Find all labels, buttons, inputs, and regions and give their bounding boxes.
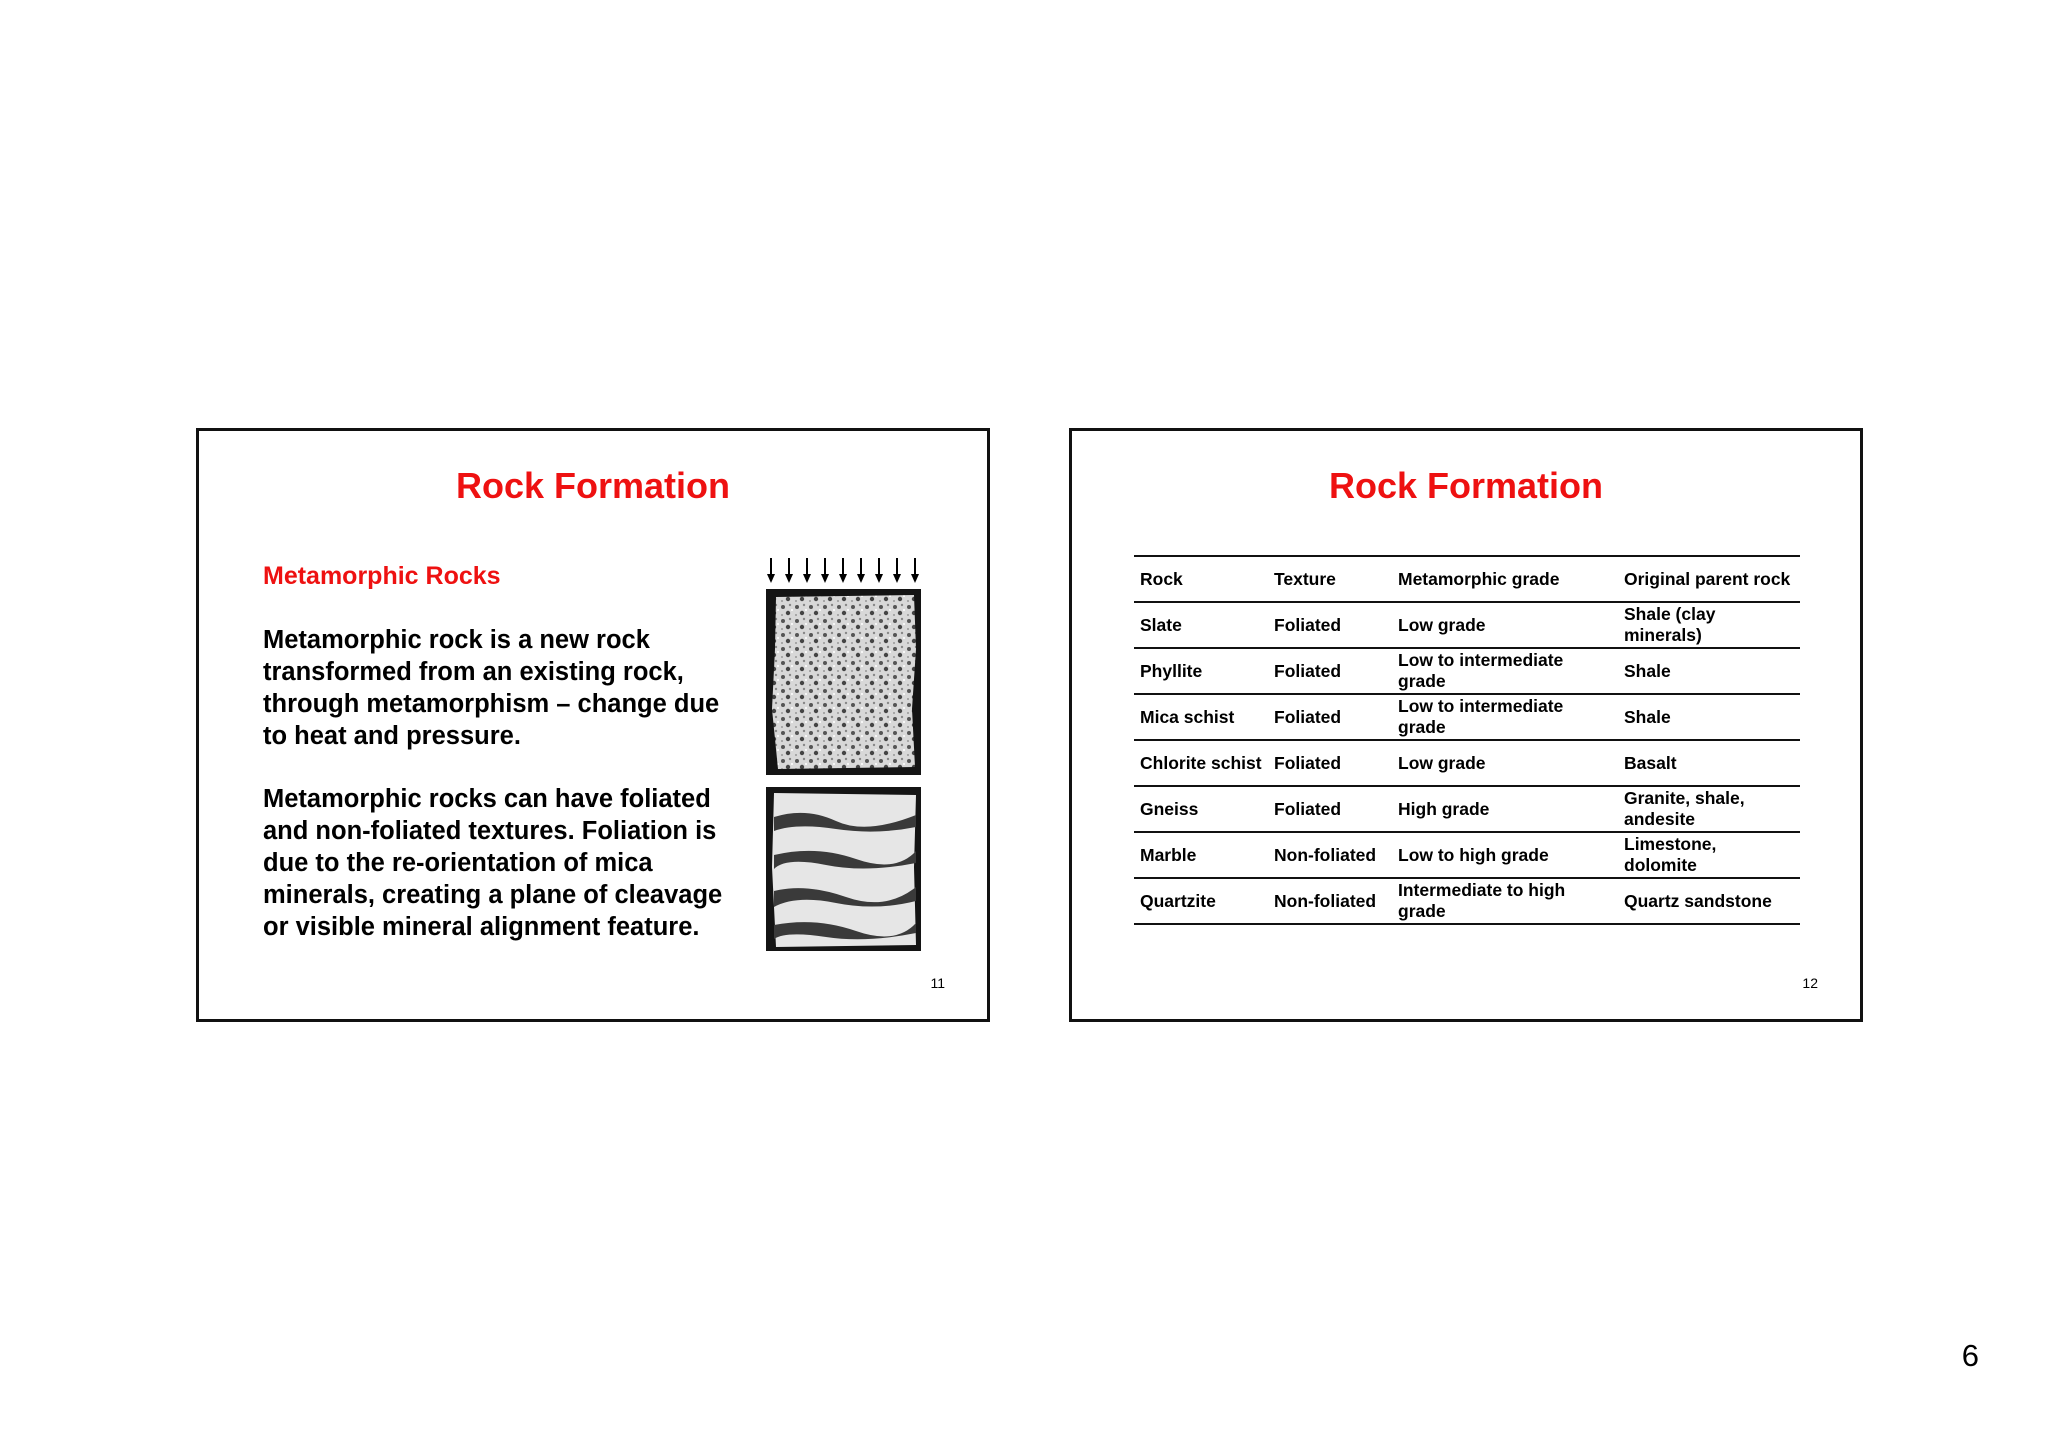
table-cell: Quartz sandstone: [1618, 878, 1800, 924]
slide-12-title: Rock Formation: [1328, 465, 1604, 506]
table-header-cell: Texture: [1268, 556, 1392, 602]
table-row: [1134, 832, 1800, 878]
table-cell: Foliated: [1268, 786, 1392, 832]
table-cell: Low to high grade: [1392, 832, 1618, 878]
table-cell: Foliated: [1268, 648, 1392, 694]
table-row: [1134, 602, 1800, 648]
table-row: [1134, 878, 1800, 924]
slide-12: [1069, 428, 1863, 1022]
table-cell: Low to intermediate grade: [1392, 694, 1618, 740]
table-cell: Quartzite: [1134, 878, 1268, 924]
table-row: [1134, 648, 1800, 694]
table-cell: Non-foliated: [1268, 878, 1392, 924]
slide-12-number: 12: [1802, 975, 1818, 991]
table-cell: Granite, shale, andesite: [1618, 786, 1800, 832]
table-row: [1134, 694, 1800, 740]
table-cell: High grade: [1392, 786, 1618, 832]
slide-11-paragraph-1: Metamorphic rock is a new rock transformed from an existing rock, through metamorphism – change due to heat and pressure.: [263, 626, 720, 750]
table-row: [1134, 786, 1800, 832]
gneiss-rock-photo: [766, 787, 921, 951]
slide-11-title: Rock Formation: [455, 465, 731, 506]
table-cell: Marble: [1134, 832, 1268, 878]
table-cell: Mica schist: [1134, 694, 1268, 740]
table-cell: Foliated: [1268, 602, 1392, 648]
slide-11-subtitle: Metamorphic Rocks: [263, 562, 501, 590]
table-row: [1134, 740, 1800, 786]
granite-rock-photo: [766, 589, 921, 775]
table-cell: Shale (clay minerals): [1618, 602, 1800, 648]
table-cell: Foliated: [1268, 694, 1392, 740]
table-header-cell: Rock: [1134, 556, 1268, 602]
table-cell: Low to intermediate grade: [1392, 648, 1618, 694]
table-cell: Low grade: [1392, 740, 1618, 786]
slide-11-number: 11: [930, 975, 945, 991]
table-cell: Limestone, dolomite: [1618, 832, 1800, 878]
table-cell: Shale: [1618, 648, 1800, 694]
table-cell: Chlorite schist: [1134, 740, 1268, 786]
table-header-cell: Original parent rock: [1618, 556, 1800, 602]
table-cell: Low grade: [1392, 602, 1618, 648]
slide-11: [196, 428, 990, 1022]
table-header-row: [1134, 556, 1800, 602]
table-cell: Gneiss: [1134, 786, 1268, 832]
table-cell: Slate: [1134, 602, 1268, 648]
table-cell: Basalt: [1618, 740, 1800, 786]
page-number: 6: [1961, 1338, 1979, 1373]
table-cell: Phyllite: [1134, 648, 1268, 694]
table-cell: Intermediate to high grade: [1392, 878, 1618, 924]
table-cell: Foliated: [1268, 740, 1392, 786]
table-cell: Shale: [1618, 694, 1800, 740]
pressure-arrows-icon: [766, 558, 921, 584]
metamorphic-rocks-table: [1134, 555, 1800, 925]
slide-11-paragraph-2: Metamorphic rocks can have foliated and non-foliated textures. Foliation is due to the re-orientation of mica minerals, creating a plane of cleavage or visible mineral alignment feature.: [263, 785, 723, 941]
table-header-cell: Metamorphic grade: [1392, 556, 1618, 602]
table-cell: Non-foliated: [1268, 832, 1392, 878]
